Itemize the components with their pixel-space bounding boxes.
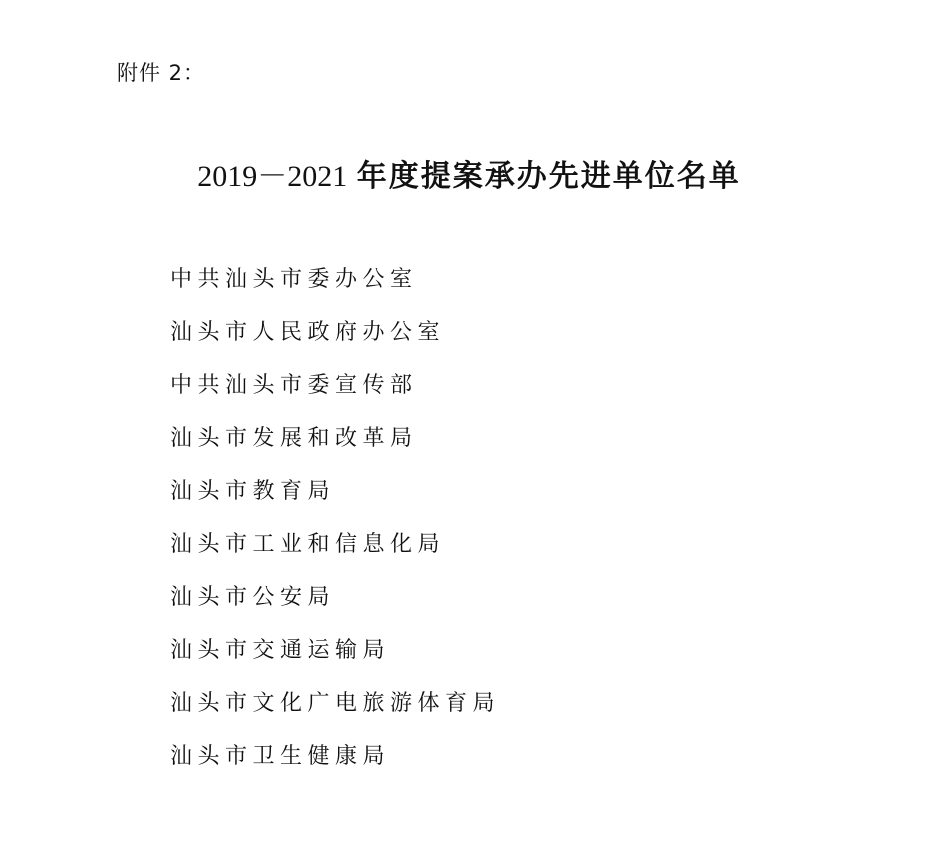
unit-list xyxy=(170,260,500,790)
unit-item: 汕头市文化广电旅游体育局 xyxy=(170,691,501,716)
unit-item: 中共汕头市委办公室 xyxy=(170,267,418,292)
unit-item: 汕头市工业和信息化局 xyxy=(170,532,446,557)
unit-item: 汕头市发展和改革局 xyxy=(170,426,418,451)
unit-item: 汕头市公安局 xyxy=(170,585,336,610)
document-title xyxy=(0,155,938,199)
unit-item: 汕头市教育局 xyxy=(170,479,336,504)
title-year-range: 2019－2021 xyxy=(197,160,348,193)
unit-item: 中共汕头市委宣传部 xyxy=(170,373,418,398)
attachment-label: 附件 2： xyxy=(117,61,206,85)
unit-item: 汕头市交通运输局 xyxy=(170,638,391,663)
unit-item: 汕头市人民政府办公室 xyxy=(170,320,446,345)
title-text: 年度提案承办先进单位名单 xyxy=(356,159,741,194)
unit-item: 汕头市卫生健康局 xyxy=(170,744,391,769)
